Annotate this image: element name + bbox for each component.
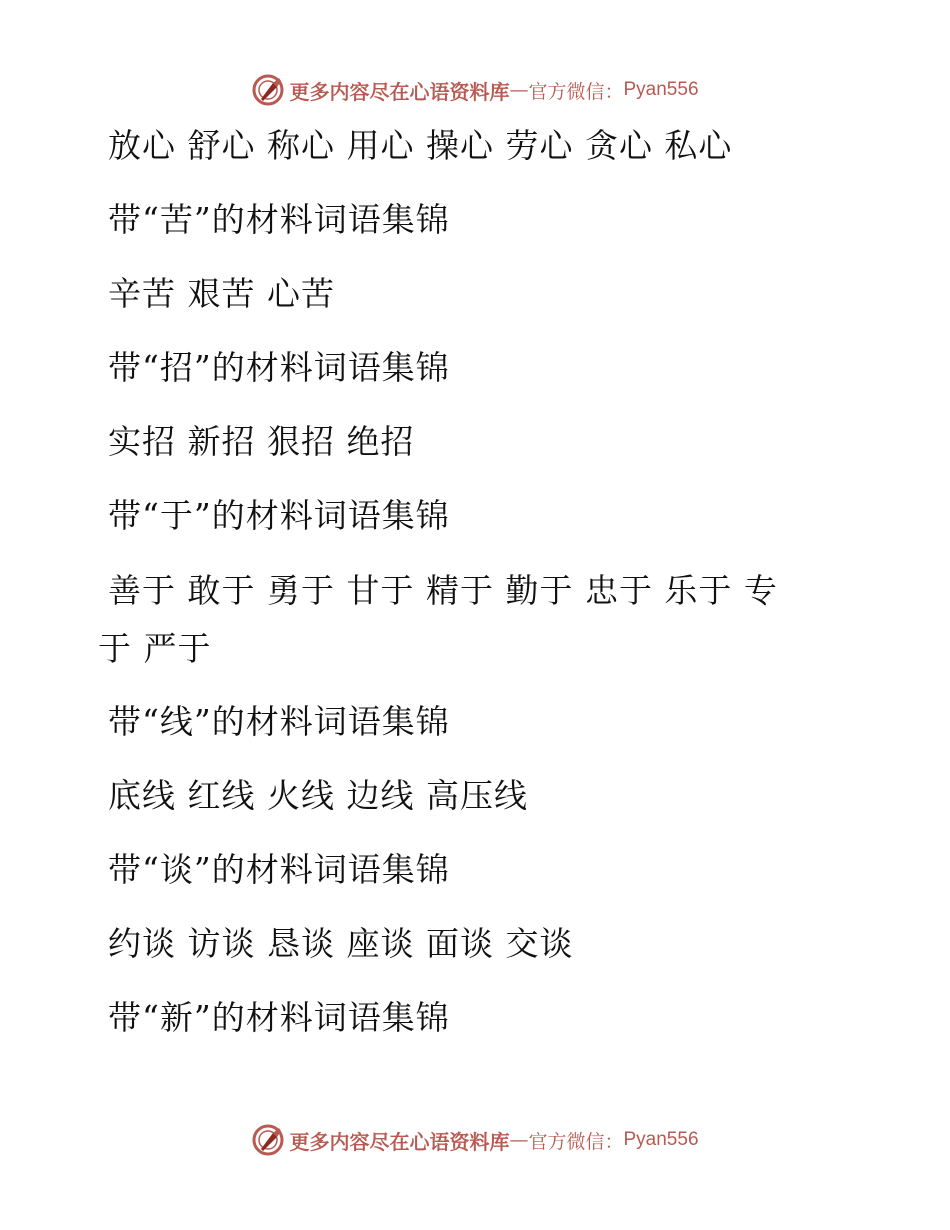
word-list-line-2: 于 严于 (98, 629, 212, 668)
wechat-id: Pyan556 (623, 79, 699, 100)
section-heading: 带“谈”的材料词语集锦 (108, 850, 450, 889)
site-text: 更多内容尽在心语资料库 (289, 1129, 510, 1154)
section-heading: 带“于”的材料词语集锦 (108, 496, 450, 535)
wechat-id: Pyan556 (623, 1129, 699, 1150)
pen-nib-circle-icon (251, 1123, 285, 1157)
dash: — (509, 1129, 529, 1151)
section-heading: 带“招”的材料词语集锦 (108, 348, 450, 387)
word-list: 底线 红线 火线 边线 高压线 (108, 776, 528, 815)
pen-nib-circle-icon (251, 73, 285, 107)
section-heading: 带“新”的材料词语集锦 (108, 998, 450, 1037)
section-heading: 带“苦”的材料词语集锦 (108, 200, 450, 239)
wechat-label: 官方微信： (528, 80, 624, 103)
word-list-line-1: 善于 敢于 勇于 甘于 精于 勤于 忠于 乐于 专 (108, 571, 778, 610)
dash: — (509, 79, 529, 101)
section-heading: 带“线”的材料词语集锦 (108, 702, 450, 741)
word-list: 约谈 访谈 恳谈 座谈 面谈 交谈 (108, 924, 574, 963)
footer-banner (0, 1120, 950, 1160)
word-list-wrapped (98, 562, 848, 678)
wechat-label: 官方微信： (528, 1130, 624, 1153)
word-list: 辛苦 艰苦 心苦 (108, 274, 335, 313)
header-banner (0, 70, 950, 110)
word-list: 放心 舒心 称心 用心 操心 劳心 贪心 私心 (108, 126, 733, 165)
site-text: 更多内容尽在心语资料库 (289, 79, 510, 104)
word-list: 实招 新招 狠招 绝招 (108, 422, 415, 461)
